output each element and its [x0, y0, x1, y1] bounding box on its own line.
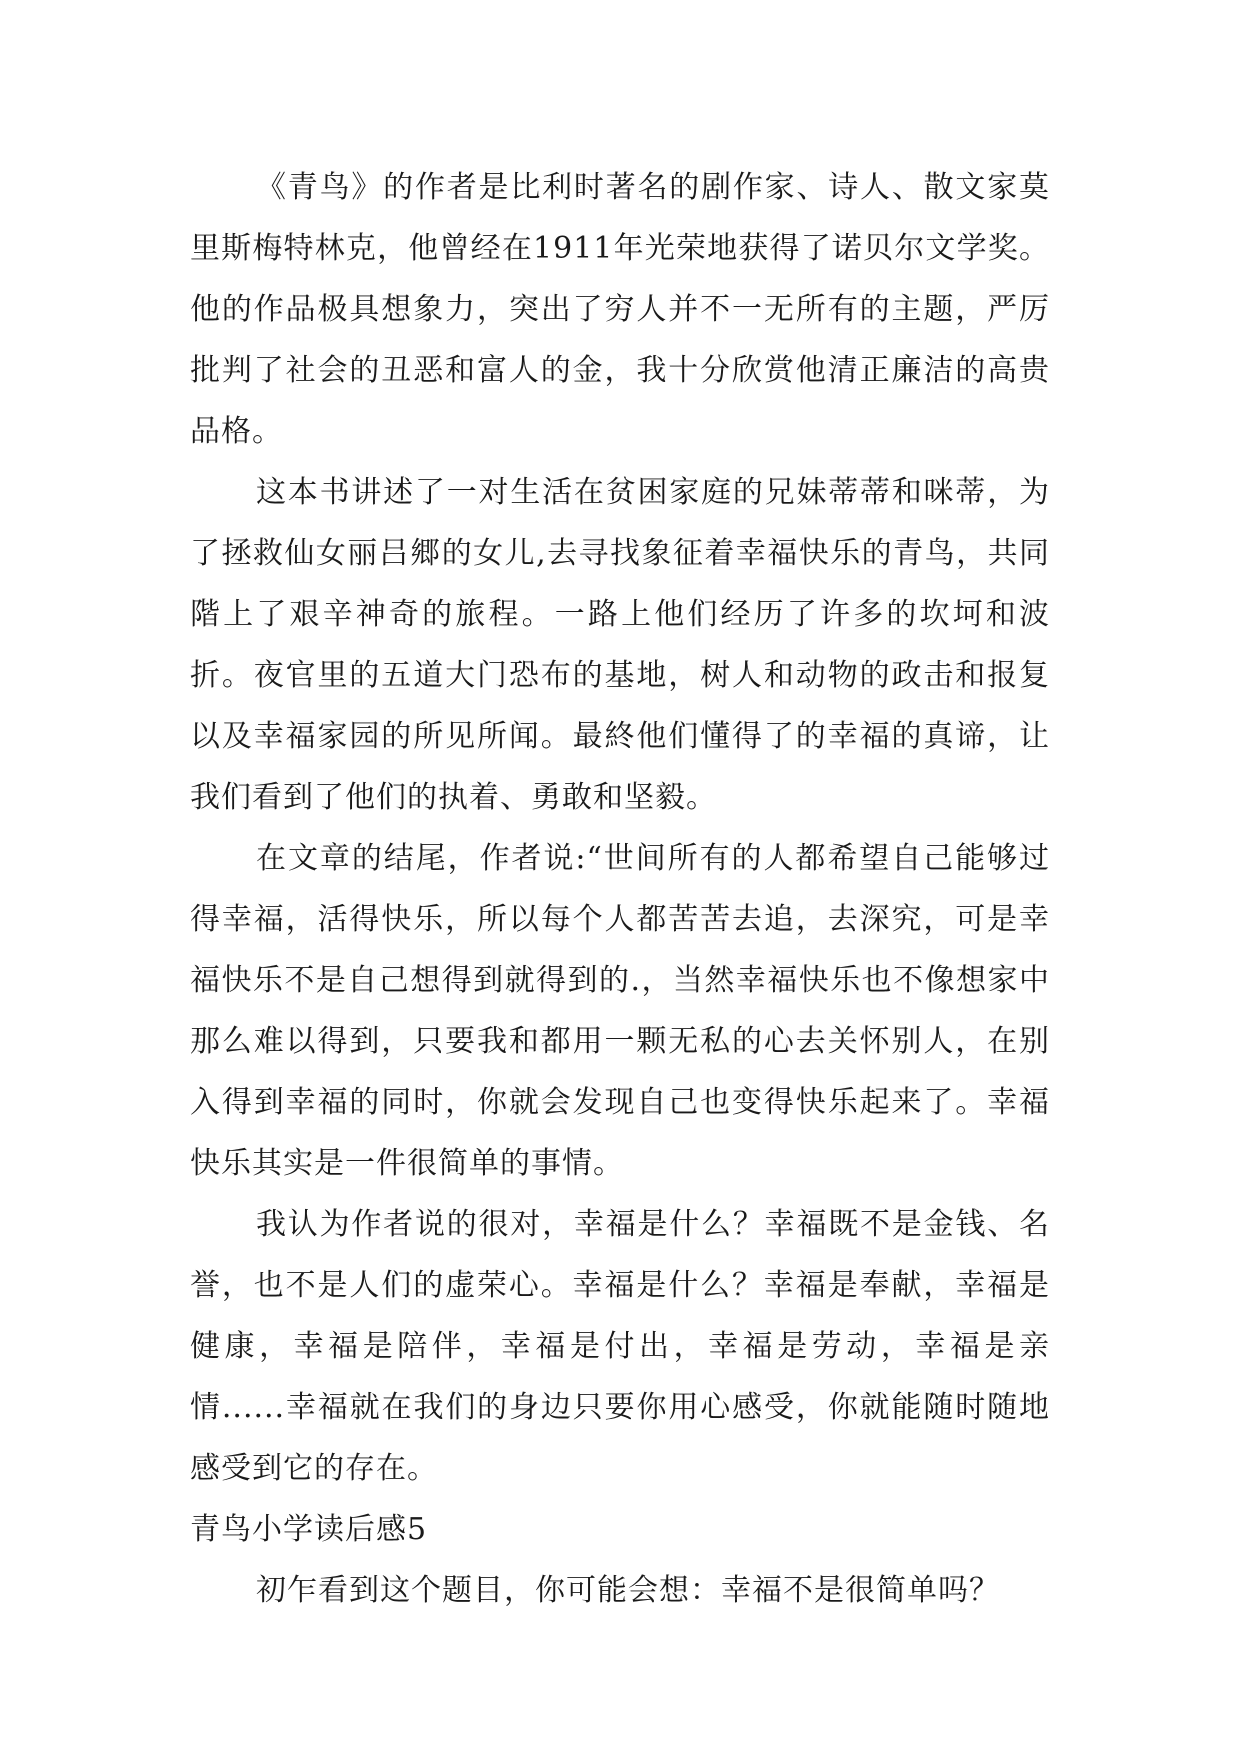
paragraph-next-essay-intro: 初乍看到这个题目，你可能会想：幸福不是很简单吗？ — [256, 1573, 1000, 1608]
paragraph-author-quote: 在文章的结尾，作者说:“世间所有的人都希望自己能够过得幸福，活得快乐，所以每个人都苦苦去追，去深究，可是幸福快乐不是自己想得到就得到的.，当然幸福快乐也不像想家中那么难以得到，只要我和都用一颗无私的心去关怀别人，在别入得到幸福的同时，你就会发现自己也变得快乐起来了。幸福快乐其实是一件很简单的事情。 — [190, 841, 1050, 1181]
document-body — [190, 157, 1050, 1621]
paragraph-reflection: 我认为作者说的很对，幸福是什么？幸福既不是金钱、名誉，也不是人们的虚荣心。幸福是什么？幸福是奉献，幸福是健康，幸福是陪伴，幸福是付出，幸福是劳动，幸福是亲情......幸福就在我们的身边只要你用心感受，你就能随时随地感受到它的存在。 — [190, 1207, 1050, 1486]
paragraph-story-summary: 这本书讲述了一对生活在贫困家庭的兄妹蒂蒂和咪蒂，为了拯救仙女丽吕郷的女儿,去寻找象征着幸福快乐的青鸟，共同階上了艰辛神奇的旅程。一路上他们经历了许多的坎坷和波折。夜官里的五道大门恐布的基地，树人和动物的政击和报复以及幸福家园的所见所闻。最終他们懂得了的幸福的真谛，让我们看到了他们的执着、勇敢和坚毅。 — [190, 475, 1050, 815]
paragraph-author-intro: 《青鸟》的作者是比利时著名的剧作家、诗人、散文家莫里斯梅特林克，他曾经在1911年光荣地获得了诺贝尔文学奖。他的作品极具想象力，突出了穷人并不一无所有的主题，严厉批判了社会的丑恶和富人的金，我十分欣赏他清正廉洁的高贵品格。 — [190, 170, 1050, 449]
section-heading: 青鸟小学读后感5 — [190, 1512, 428, 1547]
